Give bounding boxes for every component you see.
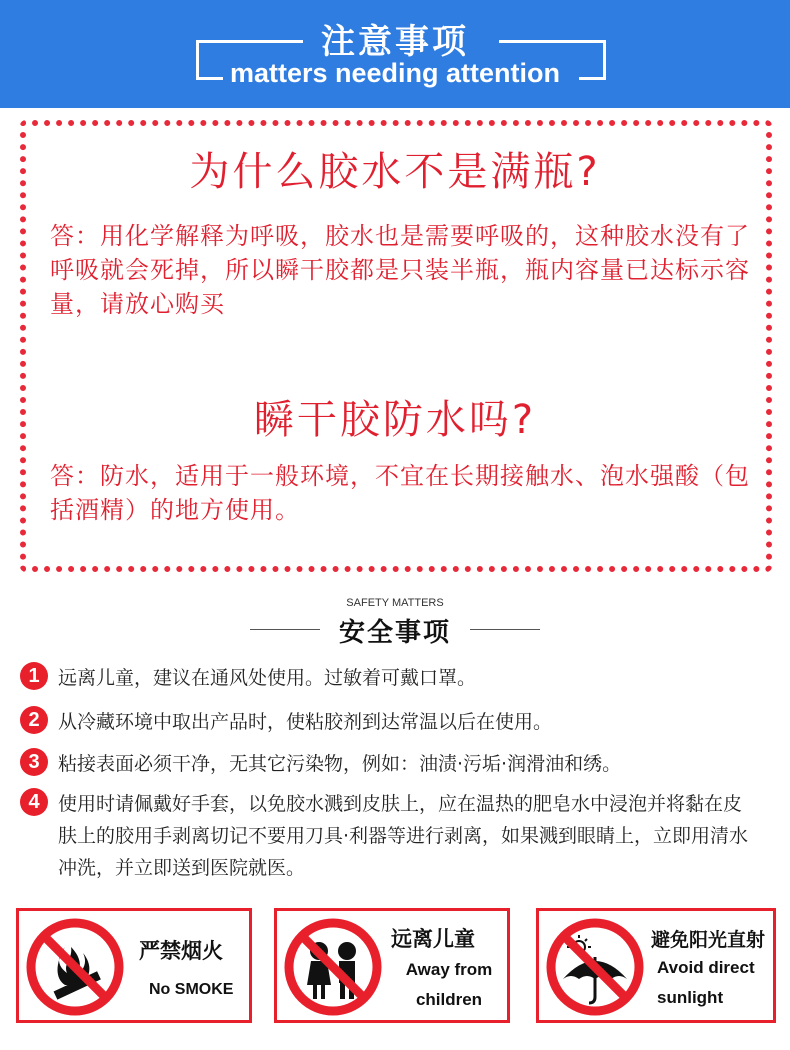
- sign-label-en: Away from children: [405, 960, 493, 1009]
- safety-item-text: 粘接表面必须干净，无其它污染物，例如：油渍·污垢·润滑油和绣。: [58, 753, 622, 775]
- answer-1: 答：用化学解释为呼吸，胶水也是需要呼吸的，这种胶水没有了呼吸就会死掉，所以瞬干胶都是只装半瓶，瓶内容量已达标示容量，请放心购买: [50, 222, 750, 318]
- number-badge: 2: [20, 706, 48, 734]
- safety-title-en: SAFETY MATTERS: [346, 597, 444, 609]
- header-subtitle: matters needing attention: [229, 58, 561, 88]
- number-badge: 4: [20, 788, 48, 816]
- sign-away-from-children: [274, 908, 510, 1023]
- number-badge: 3: [20, 748, 48, 776]
- question-2: 瞬干胶防水吗?: [253, 397, 537, 443]
- number-badge: 1: [20, 662, 48, 690]
- avoid-sunlight-icon: [545, 917, 645, 1017]
- sign-label-en: No SMOKE: [149, 981, 234, 998]
- sign-avoid-sunlight: [536, 908, 776, 1023]
- safety-item-text: 远离儿童，建议在通风处使用。过敏着可戴口罩。: [58, 667, 477, 689]
- sign-label-cn: 远离儿童: [391, 927, 475, 951]
- divider-right: [470, 629, 540, 630]
- safety-item-text: 从冷藏环境中取出产品时，使粘胶剂到达常温以后在使用。: [58, 711, 553, 733]
- answer-2: 答：防水，适用于一般环境，不宜在长期接触水、泡水强酸（包括酒精）的地方使用。: [50, 462, 750, 524]
- sign-no-smoke: [16, 908, 252, 1023]
- sign-label-cn: 严禁烟火: [139, 939, 223, 963]
- safety-item-text: 使用时请佩戴好手套，以免胶水溅到皮肤上，应在温热的肥皂水中浸泡并将黏在皮肤上的胶用手剥离切记不要用刀具·利器等进行剥离，如果溅到眼睛上，立即用清水冲洗，并立即送到医院就医。: [58, 793, 749, 879]
- question-1: 为什么胶水不是满瓶?: [189, 149, 601, 195]
- keep-away-from-children-icon: [283, 917, 383, 1017]
- sign-label-en: Avoid direct sunlight: [657, 958, 755, 1007]
- header-banner: [0, 0, 790, 108]
- sign-label-cn: 避免阳光直射: [651, 929, 766, 951]
- safety-title-cn: 安全事项: [338, 618, 451, 648]
- no-smoking-icon: [25, 917, 125, 1017]
- header-title: 注意事项: [321, 22, 469, 62]
